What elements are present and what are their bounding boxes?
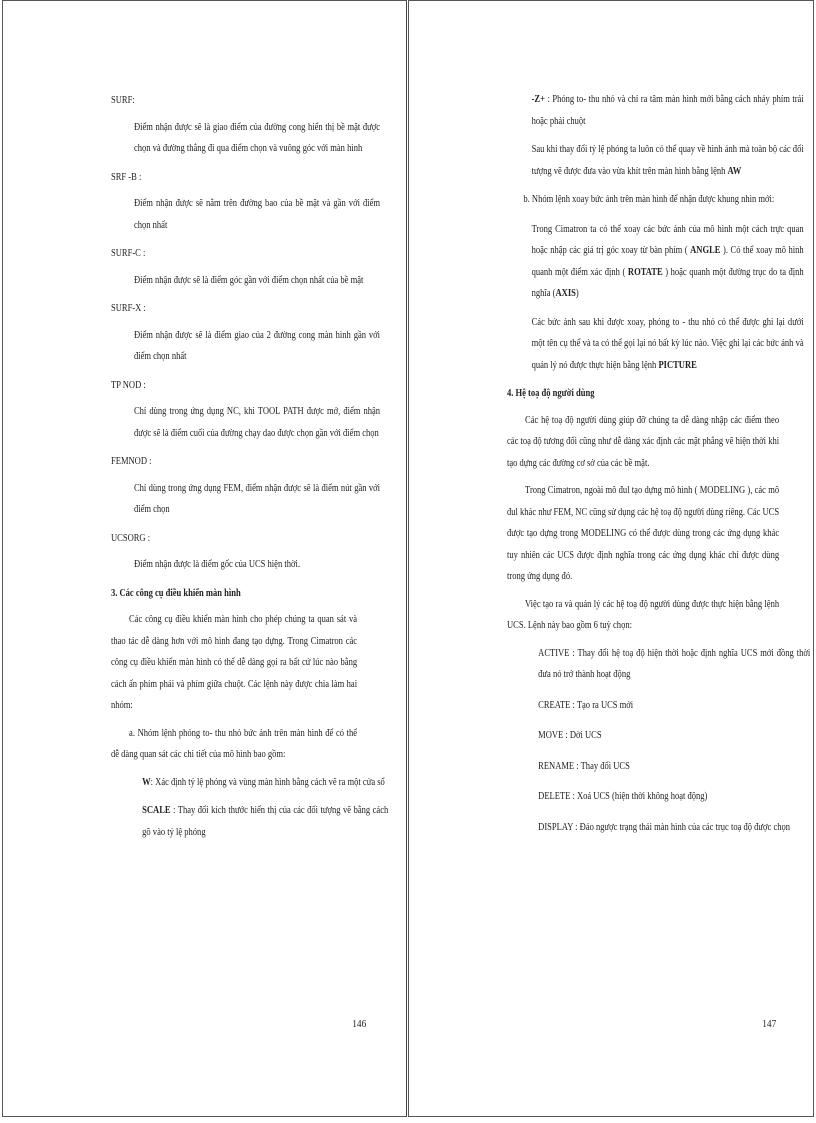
text-run: DISPLAY : Đảo ngược trạng thái màn hình của các trục toạ độ được chọn [538, 821, 791, 833]
body-paragraph [507, 480, 779, 588]
bold-term: PICTURE [658, 359, 697, 371]
right-page-content [507, 89, 811, 847]
term-label [111, 298, 357, 320]
text-run: TP NOD : [111, 379, 146, 391]
option-item [507, 786, 810, 808]
term-description [111, 325, 380, 368]
text-run: Điểm nhận được là điểm gốc của UCS hiện thời. [133, 559, 300, 570]
bold-term: -Z+ [531, 94, 545, 105]
text-run: DELETE : Xoá UCS (hiện thời không hoạt động) [538, 791, 708, 802]
text-run: ACTIVE : Thay đổi hệ toạ độ hiện thời hoặc định nghĩa UCS mới đồng thời đưa nó trở thành hoạt động [538, 647, 811, 680]
bold-term: ANGLE [690, 245, 721, 256]
term-description [111, 401, 380, 444]
text-run: Điểm nhận được sẽ là điểm góc gần với điểm chọn nhất của bề mặt [133, 274, 364, 286]
text-run: CREATE : Tạo ra UCS mới [538, 699, 634, 711]
left-page-content [111, 89, 389, 850]
command-description [507, 312, 804, 377]
term-label [111, 451, 357, 473]
bold-term: AW [727, 165, 742, 177]
text-run: SRF -B : [111, 171, 142, 183]
term-description [111, 193, 380, 236]
term-label [111, 375, 357, 397]
text-run: MOVE : Dời UCS [538, 730, 602, 741]
term-description [111, 554, 380, 576]
right-page [408, 0, 814, 1117]
text-run: RENAME : Thay đổi UCS [538, 760, 630, 772]
body-paragraph [111, 609, 357, 717]
term-label [111, 528, 357, 550]
page-number-right: 147 [762, 1018, 777, 1030]
text-run: 4. Hệ toạ độ người dùng [507, 388, 595, 399]
page-number-left: 146 [352, 1018, 367, 1030]
text-run: Chỉ dùng trong ứng dụng NC, khi TOOL PATH được mở, điểm nhận được sẽ là điểm cuối của đường chạy dao được chọn gần với điểm chọn [133, 406, 381, 439]
text-run: 3. Các công cụ điều khiển màn hình [111, 587, 241, 599]
text-run: ) hoặc quanh một đường trục do ta định nghĩa ( [531, 266, 804, 299]
bold-term: ROTATE [627, 266, 663, 278]
text-run: Chỉ dùng trong ứng dụng FEM, điểm nhận được sẽ là điểm nút gần với điểm chọn [133, 482, 381, 515]
term-description [111, 478, 380, 521]
bold-term: W [142, 776, 151, 788]
option-item [507, 695, 810, 717]
text-run: a. Nhóm lệnh phóng to- thu nhỏ bức ảnh trên màn hình để có thể dễ dàng quan sát các chi tiết của mô hình bao gồm: [111, 727, 358, 760]
text-run: Điểm nhận được sẽ là điểm giao của 2 đường cong màn hình gần với điểm chọn nhất [133, 329, 381, 362]
text-run: Các công cụ điều khiển màn hình cho phép chúng ta quan sát và thao tác dễ dàng hơn với mô hình đang tạo dựng. Trong Cimatron các công cụ điều khiển màn hình có thể dễ dàng gọi ra bất cứ lúc nào bằng cách ấn phím phải và phím giữa chuột. Các lệnh này được chia làm hai nhóm: [111, 614, 358, 711]
term-label [111, 90, 357, 112]
option-item [507, 817, 810, 839]
subsection-paragraph [507, 189, 779, 211]
option-item [507, 756, 810, 778]
text-run: ). Có thể xoay mô hình quanh một điểm xác định ( [531, 245, 804, 278]
text-run: ) [575, 288, 579, 299]
section-heading [111, 583, 357, 605]
text-run: SURF: [111, 95, 135, 106]
term-description [111, 117, 380, 160]
body-paragraph [507, 410, 779, 475]
text-run: UCSORG : [111, 532, 151, 544]
text-run: Điểm nhận được sẽ nằm trên đường bao của bề mặt và gần với điểm chọn nhất [133, 198, 381, 231]
text-run: Các hệ toạ độ người dùng giúp đỡ chúng ta dễ dàng nhập các điểm theo các toạ độ tương đối cũng như dễ dàng xác định các mặt phẳng vẽ hiện thời khi tạo dựng các đường cơ sở của các bề mặt. [507, 414, 780, 469]
text-run: SURF-X : [111, 303, 146, 314]
command-description [111, 800, 388, 843]
text-run: SURF-C : [111, 248, 146, 259]
command-description [507, 89, 804, 132]
text-run: Trong Cimatron ta có thể xoay các bức ảnh của mô hình một cách trực quan hoặc nhập các giá trị góc xoay từ bàn phím ( [531, 223, 804, 256]
bold-term: SCALE [142, 805, 171, 816]
text-run: Sau khi thay đổi tỷ lệ phóng ta luôn có thể quay về hình ảnh mà toàn bộ các đối tượng vẽ được đưa vào vừa khít trên màn hình bằng lệnh [531, 144, 804, 177]
command-description [111, 772, 388, 794]
option-item [507, 725, 810, 747]
term-label [111, 243, 357, 265]
text-run: Điểm nhận được sẽ là giao điểm của đường cong hiển thị bề mặt được chọn và đường thẳng đi qua điểm chọn và vuông góc với màn hình [133, 121, 381, 154]
section-heading [507, 383, 779, 405]
text-run: : Thay đổi kích thước hiển thị của các đối tượng vẽ bằng cách gõ vào tỷ lệ phóng [142, 805, 389, 838]
command-description [507, 139, 804, 182]
text-run: : Phóng to- thu nhỏ và chỉ ra tâm màn hình mới bằng cách nháy phím trái hoặc phải chuột [531, 94, 804, 127]
left-page [2, 0, 407, 1117]
text-run: b. Nhóm lệnh xoay bức ảnh trên màn hình để nhận được khung nhìn mới: [523, 194, 775, 205]
text-run: : Xác định tỷ lệ phóng và vùng màn hình bằng cách vẽ ra một cửa sổ [150, 776, 385, 788]
bold-term: AXIS [555, 288, 576, 299]
term-label [111, 167, 357, 189]
term-description [111, 270, 380, 292]
command-description [507, 219, 804, 305]
option-item [507, 643, 810, 686]
body-paragraph [111, 723, 357, 766]
text-run: Việc tạo ra và quản lý các hệ toạ độ người dùng được thực hiện bằng lệnh UCS. Lệnh này bao gồm 6 tuỳ chọn: [507, 598, 780, 631]
text-run: Trong Cimatron, ngoài mô đul tạo dựng mô hình ( MODELING ), các mô đul khác như FEM, NC cũng sử dụng các hệ toạ độ người dùng riêng. Các UCS được tạo dựng trong MODELING có thể được dùng trong các ứng dụng khác tuy nhiên các UCS được định nghĩa trong các ứng dụng khác chỉ được dùng trong ứng dụng đó. [507, 485, 780, 582]
text-run: Các bức ảnh sau khi được xoay, phóng to - thu nhỏ có thể được ghi lại dưới một tên cụ thể và ta có thể gọi lại nó bất kỳ lúc nào. Việc ghi lại các bức ảnh và quản lý nó được thực hiện bằng lệnh [531, 316, 804, 371]
body-paragraph [507, 594, 779, 637]
text-run: FEMNOD : [111, 456, 152, 467]
